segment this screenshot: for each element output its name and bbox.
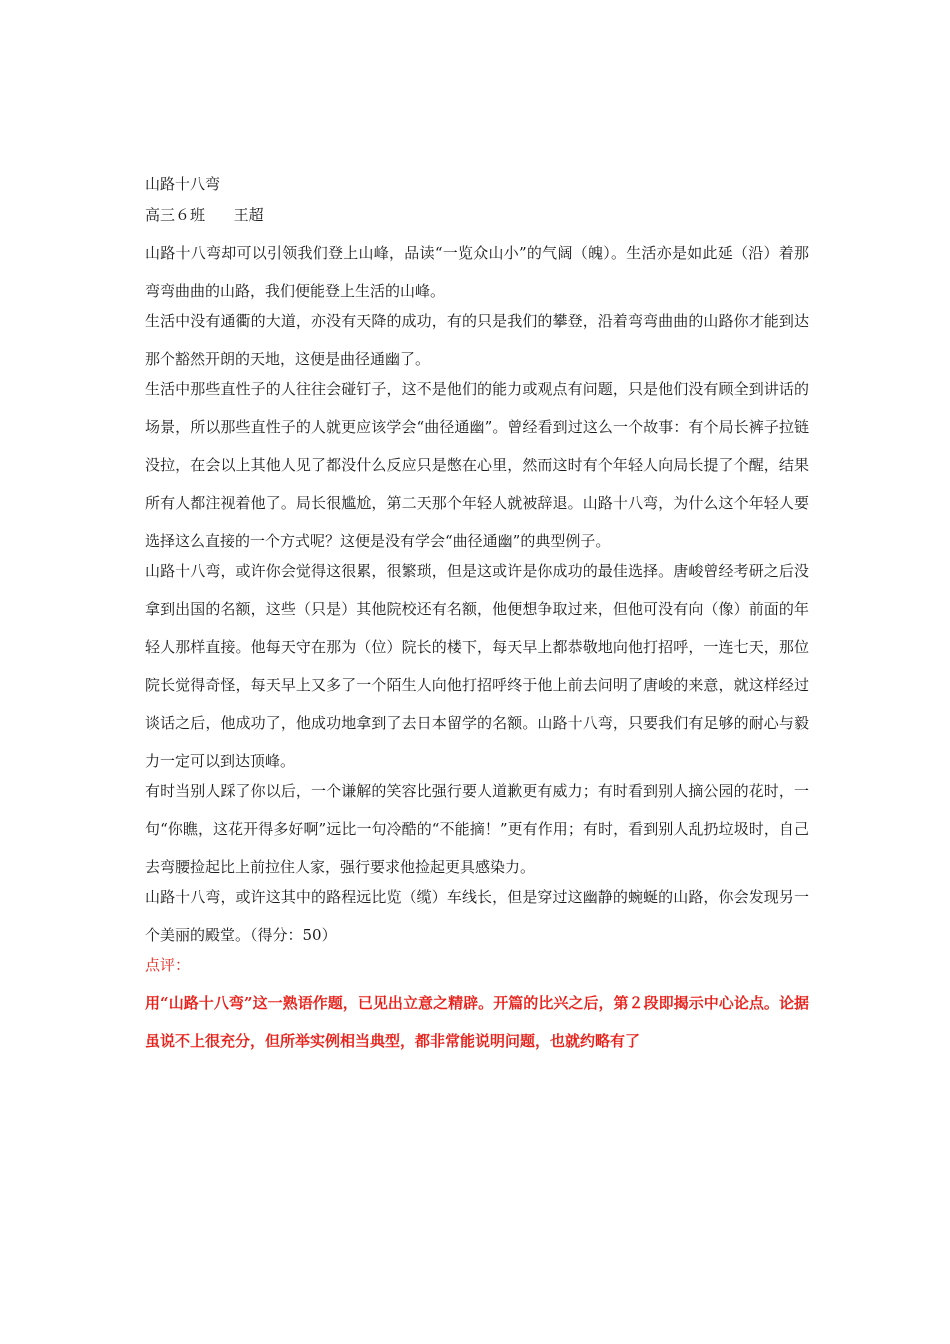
comment-text: 用“山路十八弯”这一熟语作题，已见出立意之精辟。开篇的比兴之后，第２段即揭示中心论点。论据虽说不上很充分，但所举实例相当典型，都非常能说明问题，也就约略有了 — [145, 994, 809, 1050]
paragraph-5: 有时当别人踩了你以后，一个谦解的笑容比强行要人道歉更有威力；有时看到别人摘公园的花时，一句“你瞧，这花开得多好啊”远比一句冷酷的“不能摘！”更有作用；有时，看到别人乱扔垃圾时，自己去弯腰捡起比上前拉住人家，强行要求他捡起更具感染力。 — [145, 782, 809, 876]
paragraph-2: 生活中没有通衢的大道，亦没有天降的成功，有的只是我们的攀登，沿着弯弯曲曲的山路你才能到达那个豁然开朗的天地，这便是曲径通幽了。 — [145, 312, 809, 368]
paragraph-3: 生活中那些直性子的人往往会碰钉子，这不是他们的能力或观点有问题，只是他们没有顾全到讲话的场景，所以那些直性子的人就更应该学会“曲径通幽”。曾经看到过这么一个故事：有个局长裤子拉链没拉，在会以上其他人见了都没什么反应只是憋在心里，然而这时有个年轻人向局长提了个醒，结果所有人都注视着他了。局长很尴尬，第二天那个年轻人就被辞退。山路十八弯，为什么这个年轻人要选择这么直接的一个方式呢？这便是没有学会“曲径通幽”的典型例子。 — [145, 380, 809, 550]
comment-label: 点评： — [145, 956, 191, 974]
paragraph-4: 山路十八弯，或许你会觉得这很累，很繁琐，但是这或许是你成功的最佳选择。唐峻曾经考研之后没拿到出国的名额，这些（只是）其他院校还有名额，他便想争取过来，但他可没有向（像）前面的年轻人那样直接。他每天守在那为（位）院长的楼下，每天早上都恭敬地向他打招呼，一连七天，那位院长觉得奇怪，每天早上又多了一个陌生人向他打招呼终于他上前去问明了唐峻的来意，就这样经过谈话之后，他成功了，他成功地拿到了去日本留学的名额。山路十八弯，只要我们有足够的耐心与毅力一定可以到达顶峰。 — [145, 562, 809, 770]
paragraph-1: 山路十八弯却可以引领我们登上山峰，品读“一览众山小”的气阔（魄）。生活亦是如此延（沿）着那弯弯曲曲的山路，我们便能登上生活的山峰。 — [145, 244, 809, 300]
essay-title: 山路十八弯 — [145, 175, 221, 193]
author-byline: 高三６班 王超 — [145, 206, 264, 224]
essay-page — [145, 173, 809, 1060]
paragraph-6: 山路十八弯，或许这其中的路程远比览（缆）车线长，但是穿过这幽静的蜿蜒的山路，你会发现另一个美丽的殿堂。（得分：50） — [145, 888, 809, 944]
